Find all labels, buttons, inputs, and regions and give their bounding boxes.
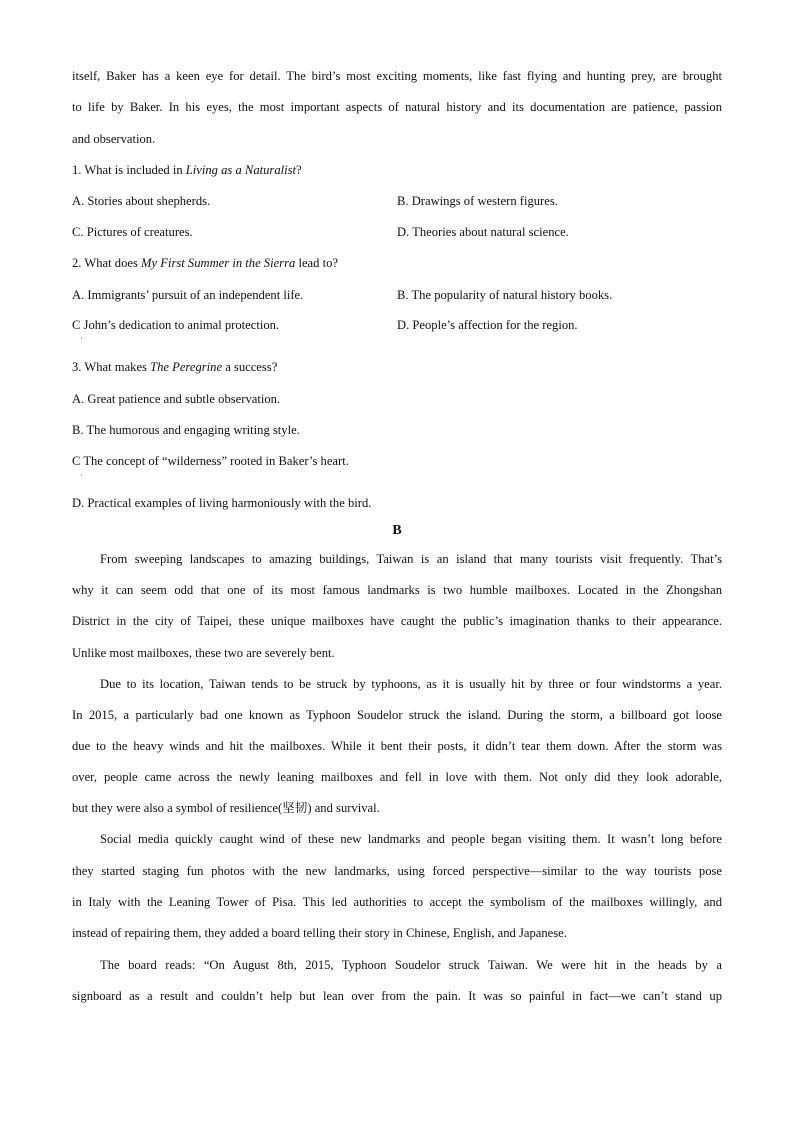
q1-option-d: D. Theories about natural science. (397, 225, 569, 239)
q3-option-a: A. Great patience and subtle observation. (72, 392, 281, 406)
book-title: My First Summer in the Sierra (141, 256, 296, 270)
paragraph-line: signboard as a result and couldn’t help but lean over from the pain. It was so painful in fact—we can’t stand up (72, 989, 722, 1003)
question-1: 1. What is included in Living as a Naturalist? (72, 163, 302, 177)
intro-line-2: to life by Baker. In his eyes, the most important aspects of natural history and its documentation are patience, passion (72, 100, 722, 114)
q3-option-c: C The concept of “wilderness” rooted in Baker’s heart. (72, 454, 349, 468)
q3-option-d: D. Practical examples of living harmoniously with the bird. (72, 496, 372, 510)
section-heading: B (392, 523, 402, 538)
q2-option-d: D. People’s affection for the region. (397, 318, 578, 332)
dot-mark: · (80, 471, 83, 480)
paragraph-line: Social media quickly caught wind of these new landmarks and people began visiting them. It wasn’t long before (100, 832, 722, 846)
paragraph-line: The board reads: “On August 8th, 2015, Typhoon Soudelor struck Taiwan. We were hit in the heads by a (100, 958, 722, 972)
q1-option-c: C. Pictures of creatures. (72, 225, 193, 239)
paragraph-line: From sweeping landscapes to amazing buildings, Taiwan is an island that many tourists visit frequently. That’s (100, 552, 722, 566)
paragraph-line: instead of repairing them, they added a board telling their story in Chinese, English, and Japanese. (72, 926, 567, 940)
paragraph-line: Unlike most mailboxes, these two are severely bent. (72, 646, 335, 660)
dot-mark: · (80, 334, 83, 343)
q2-option-a: A. Immigrants’ pursuit of an independent life. (72, 288, 304, 302)
paragraph-line: in Italy with the Leaning Tower of Pisa. This led authorities to accept the symbolism of the mailboxes willingly, and (72, 895, 722, 909)
intro-line-1: itself, Baker has a keen eye for detail. The bird’s most exciting moments, like fast flying and hunting prey, are brought (72, 69, 722, 83)
q2-option-b: B. The popularity of natural history books. (397, 288, 613, 302)
book-title: The Peregrine (150, 360, 223, 374)
question-3: 3. What makes The Peregrine a success? (72, 360, 278, 374)
intro-line-3: and observation. (72, 132, 156, 146)
paragraph-line: due to the heavy winds and hit the mailboxes. While it bent their posts, it didn’t tear them down. After the storm was (72, 739, 722, 753)
book-title: Living as a Naturalist (185, 163, 297, 177)
question-2: 2. What does My First Summer in the Sierra lead to? (72, 256, 338, 270)
q3-option-b: B. The humorous and engaging writing style. (72, 423, 300, 437)
paragraph-line: In 2015, a particularly bad one known as Typhoon Soudelor struck the island. During the storm, a billboard got loose (72, 708, 722, 722)
paragraph-line: Due to its location, Taiwan tends to be struck by typhoons, as it is usually hit by three or four windstorms a year. (100, 677, 722, 691)
paragraph-line: they started staging fun photos with the new landmarks, using forced perspective—similar to the way tourists pose (72, 864, 722, 878)
q1-option-a: A. Stories about shepherds. (72, 194, 211, 208)
paragraph-line: but they were also a symbol of resilience(坚韧) and survival. (72, 801, 380, 815)
q1-option-b: B. Drawings of western figures. (397, 194, 558, 208)
paragraph-line: why it can seem odd that one of its most famous landmarks is two humble mailboxes. Located in the Zhongshan (72, 583, 722, 597)
paragraph-line: over, people came across the newly leaning mailboxes and fell in love with them. Not only did they look adorable, (72, 770, 722, 784)
paragraph-line: District in the city of Taipei, these unique mailboxes have caught the public’s imagination thanks to their appearance. (72, 614, 722, 628)
q2-option-c: C John’s dedication to animal protection. (72, 318, 280, 332)
